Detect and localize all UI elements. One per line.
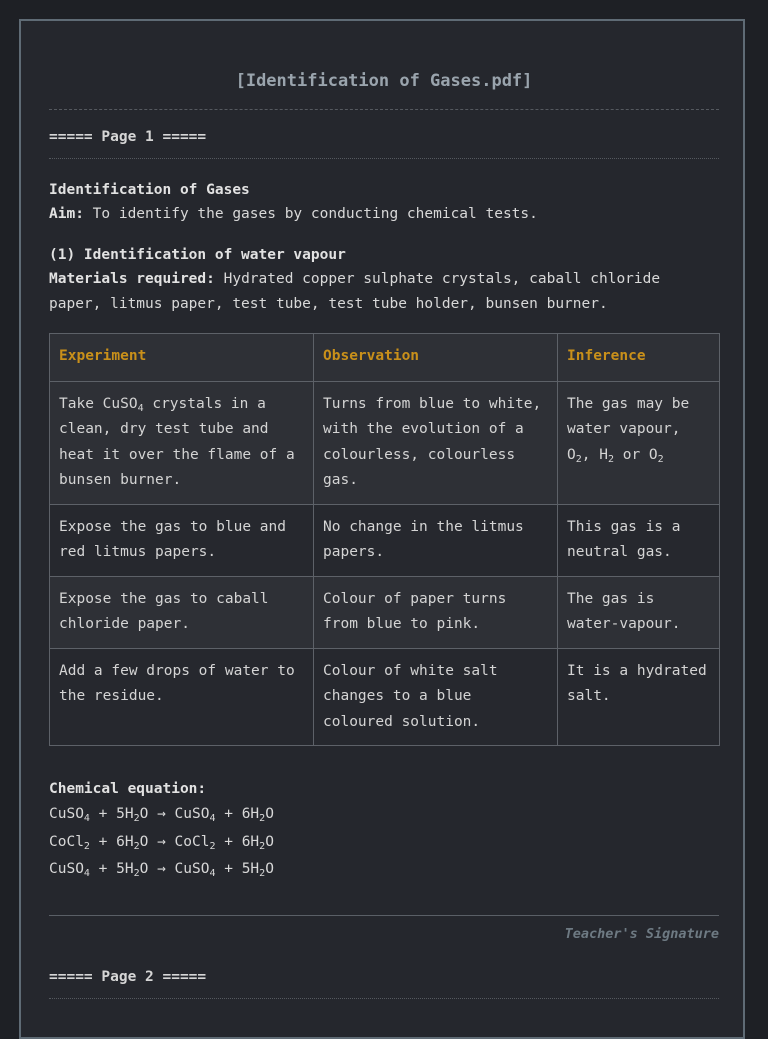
- aim-label: Aim:: [49, 206, 84, 222]
- observation-cell: Colour of white salt changes to a blue coloured solution.: [314, 648, 558, 746]
- results-table: [49, 333, 720, 746]
- experiment-cell: Take CuSO$_4$ crystals in a clean, dry test tube and heat it over the flame of a bunsen burner.: [50, 381, 314, 504]
- page-divider: [49, 158, 719, 159]
- page-2-marker: ===== Page 2 =====: [49, 969, 207, 985]
- table-header-row: [50, 334, 720, 382]
- inference-cell: It is a hydrated salt.: [558, 648, 720, 746]
- table-row: [50, 648, 720, 746]
- document-title: [Identification of Gases.pdf]: [235, 71, 533, 91]
- page-divider: [49, 998, 719, 999]
- section-title: (1) Identification of water vapour: [49, 247, 346, 263]
- table-row: [50, 504, 720, 576]
- inference-cell: The gas may be water vapour, $O_2$, $H_2$ or $O_2$: [558, 381, 720, 504]
- title-divider: [49, 109, 719, 110]
- materials-text: Hydrated copper sulphate crystals, caball chloride paper, litmus paper, test tube, test tube holder, bunsen burner.: [49, 271, 661, 312]
- equations-label: Chemical equation:: [49, 781, 207, 797]
- aim-text: To identify the gases by conducting chemical tests.: [83, 206, 538, 222]
- observation-cell: Turns from blue to white, with the evolution of a colourless, colourless gas.: [314, 381, 558, 504]
- observation-cell: No change in the litmus papers.: [314, 504, 558, 576]
- chemical-equation: CuSO$_4$ + $5H_2O$ → CuSO$_4$ + $5H_2O$: [49, 861, 274, 879]
- teacher-signature: Teacher's Signature: [564, 926, 719, 942]
- materials-label: Materials required:: [49, 271, 215, 287]
- document-page: [19, 19, 745, 1039]
- chemical-equation: CuSO$_4$ + $5H_2O$ → CuSO$_4$ + $6H_2O$: [49, 806, 274, 824]
- chemical-equation: CoCl$_2$ + $6H_2O$ → CoCl$_2$ + $6H_2O$: [49, 834, 274, 852]
- header-observation: Observation: [314, 334, 558, 382]
- experiment-cell: Expose the gas to caball chloride paper.: [50, 576, 314, 648]
- header-inference: Inference: [558, 334, 720, 382]
- table-row: [50, 576, 720, 648]
- aim-line: [49, 202, 719, 227]
- header-experiment: Experiment: [50, 334, 314, 382]
- inference-cell: This gas is a neutral gas.: [558, 504, 720, 576]
- signature-divider: [49, 915, 719, 916]
- page-1-marker: ===== Page 1 =====: [49, 129, 207, 145]
- experiment-cell: Add a few drops of water to the residue.: [50, 648, 314, 746]
- materials-paragraph: [49, 267, 719, 317]
- inference-cell: The gas is water-vapour.: [558, 576, 720, 648]
- heading: Identification of Gases: [49, 182, 250, 198]
- observation-cell: Colour of paper turns from blue to pink.: [314, 576, 558, 648]
- experiment-cell: Expose the gas to blue and red litmus papers.: [50, 504, 314, 576]
- table-row: [50, 381, 720, 504]
